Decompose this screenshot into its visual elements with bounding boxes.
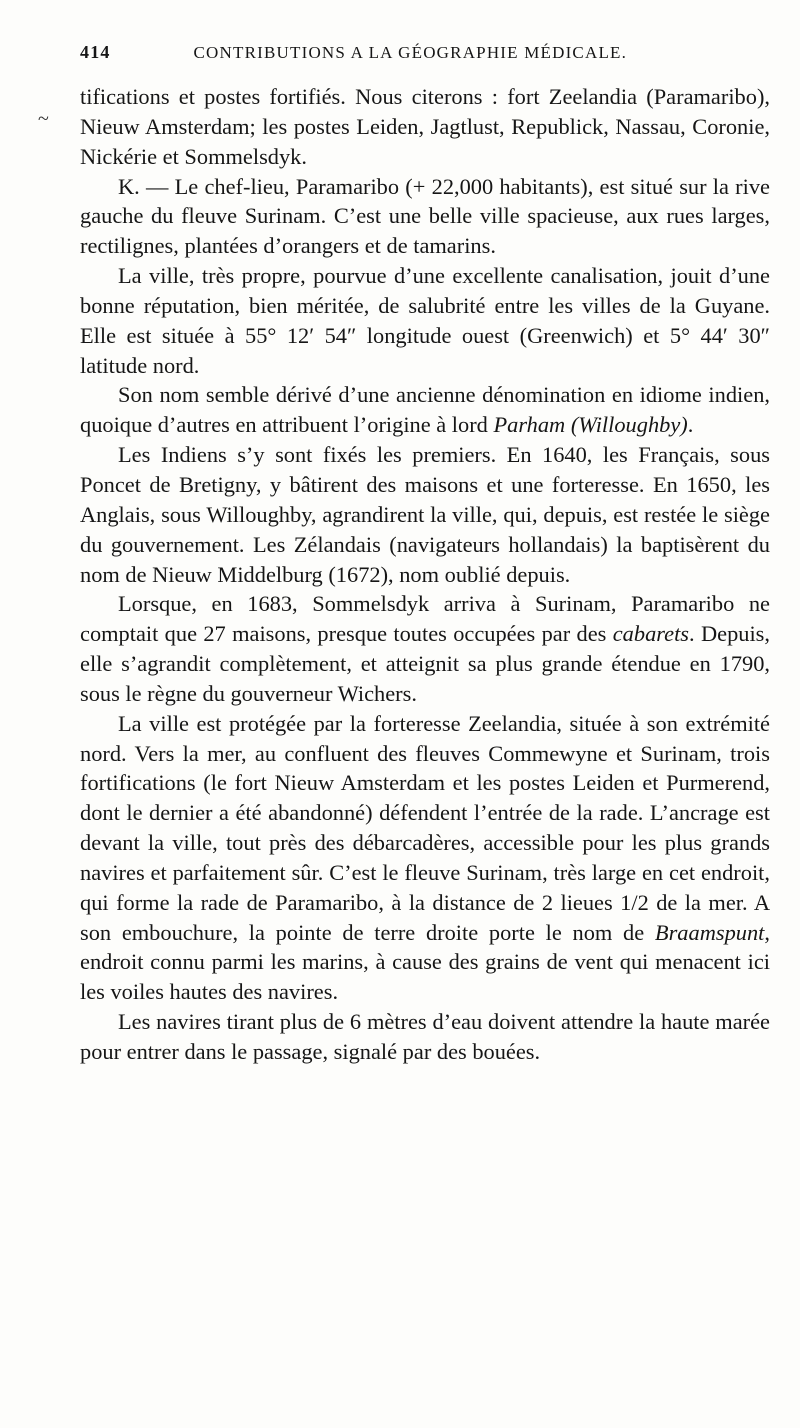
paragraph-text: tifications et postes fortifiés. Nous citerons : fort Zeelandia (Paramaribo), Nieuw Amsterdam; les postes Leiden, Jagtlust, Republick, Nassau, Coronie, Nickérie et Sommelsdyk. bbox=[80, 84, 770, 169]
paragraph-p7 bbox=[80, 709, 770, 1007]
paragraph-text: . Depuis, elle s’agrandit complètement, et atteignit sa plus grande étendue en 1790, sous le règne du gouverneur Wichers. bbox=[80, 621, 770, 706]
paragraph-text: La ville est protégée par la forteresse Zeelandia, située à son extrémité nord. Vers la mer, au confluent des fleuves Commewyne et Surinam, trois fortifications (le fort Nieuw Amsterdam et les postes Leiden et Purmerend, dont le dernier a été abandonné) défendent l’entrée de la rade. L’ancrage est devant la ville, tout près des débarcadères, accessible pour les plus grands navires et parfaitement sûr. C’est le fleuve Surinam, très large en cet endroit, qui forme la rade de Paramaribo, à la distance de 2 lieues 1/2 de la mer. A son embouchure, la pointe de terre droite porte le nom de bbox=[80, 710, 770, 945]
running-header bbox=[80, 42, 770, 82]
italic-text: cabarets bbox=[612, 621, 690, 647]
paragraph-p3 bbox=[80, 261, 770, 380]
paragraph-text: K. — Le chef-lieu, Paramaribo (+ 22,000 habitants), est situé sur la rive gauche du fleuve Surinam. C’est une belle ville spacieuse, aux rues larges, rectilignes, plantées d’orangers et de tamarins. bbox=[80, 173, 770, 259]
italic-text: Braamspunt bbox=[654, 919, 765, 945]
paragraph-p5 bbox=[80, 440, 770, 589]
paragraph-p6 bbox=[80, 589, 770, 708]
paragraph-text: Les Indiens s’y sont fixés les premiers. En 1640, les Français, sous Poncet de Bretigny, y bâtirent des maisons et une forteresse. En 1650, les Anglais, sous Willoughby, agrandirent la ville, qui, depuis, est restée le siège du gouvernement. Les Zélandais (navigateurs hollandais) la baptisèrent du nom de Nieuw Middelburg (1672), nom oublié depuis. bbox=[80, 442, 770, 587]
italic-text: Parham (Willoughby) bbox=[493, 412, 688, 438]
paragraph-p1 bbox=[80, 82, 770, 172]
paragraph-text: , endroit connu parmi les marins, à cause des grains de vent qui menacent ici les voiles hautes des navires. bbox=[80, 919, 770, 1005]
paragraph-text: Les navires tirant plus de 6 mètres d’eau doivent attendre la haute marée pour entrer dans le passage, signalé par des bouées. bbox=[80, 1009, 770, 1064]
paragraph-p4 bbox=[80, 380, 770, 440]
running-title: CONTRIBUTIONS A LA GÉOGRAPHIE MÉDICALE. bbox=[193, 43, 628, 62]
page-number: 414 bbox=[80, 42, 111, 62]
paragraph-p2 bbox=[80, 172, 770, 262]
paragraph-text: Son nom semble dérivé d’une ancienne dénomination en idiome indien, quoique d’autres en attribuent l’origine à lord bbox=[80, 382, 770, 438]
paragraph-text: La ville, très propre, pourvue d’une excellente canalisation, jouit d’une bonne réputation, bien méritée, de salubrité entre les villes de la Guyane. Elle est située à 55° 12′ 54″ longitude ouest (Greenwich) et 5° 44′ 30″ latitude nord. bbox=[80, 263, 770, 378]
margin-mark: ~ bbox=[38, 108, 49, 130]
paragraph-text: Lorsque, en 1683, Sommelsdyk arriva à Surinam, Paramaribo ne comptait que 27 maisons, presque toutes occupées par des bbox=[80, 591, 770, 647]
book-page bbox=[80, 42, 770, 1067]
body-text bbox=[80, 82, 770, 1067]
paragraph-text: . bbox=[687, 412, 694, 438]
paragraph-p8 bbox=[80, 1007, 770, 1067]
